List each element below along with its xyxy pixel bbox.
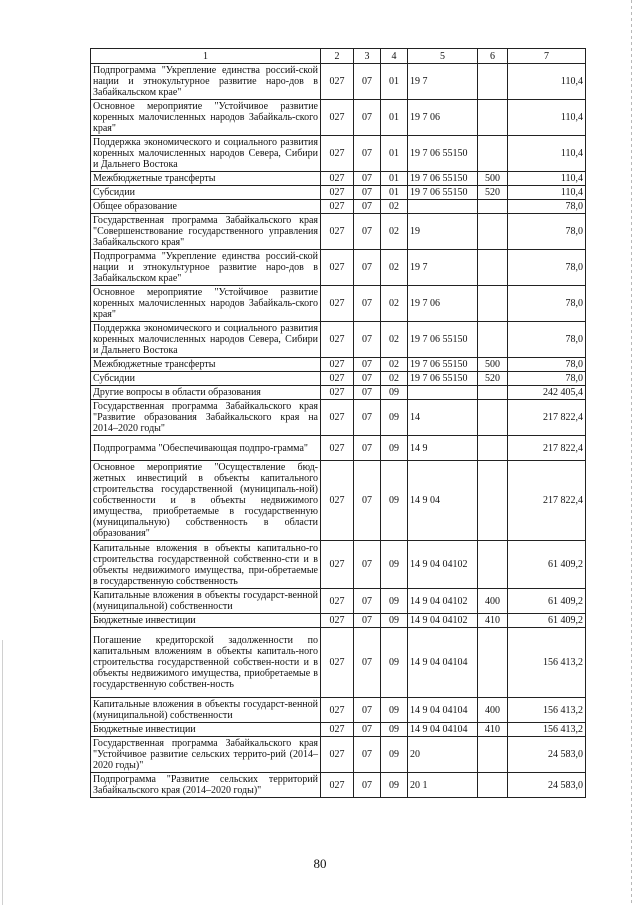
row-name-cell: Основное мероприятие "Устойчивое развитие коренных малочисленных народов Забайкаль-ского края" — [91, 100, 321, 136]
row-target-article-cell: 14 9 04 04104 — [408, 698, 478, 723]
row-target-article-cell: 14 9 — [408, 436, 478, 461]
row-name-cell: Капитальные вложения в объекты государст-венной (муниципальной) собственности — [91, 589, 321, 614]
row-expense-type-cell: 500 — [478, 358, 508, 372]
row-target-article-cell: 19 7 — [408, 64, 478, 100]
row-name-cell: Подпрограмма "Обеспечивающая подпро-грамма" — [91, 436, 321, 461]
row-subsection-cell: 01 — [381, 64, 408, 100]
row-section-cell: 07 — [354, 136, 381, 172]
row-subsection-cell: 09 — [381, 628, 408, 698]
row-grbs-cell: 027 — [321, 186, 354, 200]
row-name-cell: Погашение кредиторской задолженности по капитальным вложениям в объекты капиталь-ного строительства государственной собствен-ности и в объекты недвижимого имущества, приобретаемые в государственную собствен-ность — [91, 628, 321, 698]
table-row — [91, 436, 586, 461]
row-target-article-cell: 19 — [408, 214, 478, 250]
row-subsection-cell: 02 — [381, 322, 408, 358]
row-amount-cell: 78,0 — [508, 250, 586, 286]
row-subsection-cell: 02 — [381, 250, 408, 286]
row-name-cell: Субсидии — [91, 372, 321, 386]
table-header-row — [91, 49, 586, 64]
table-body — [91, 64, 586, 798]
row-subsection-cell: 09 — [381, 698, 408, 723]
row-section-cell: 07 — [354, 186, 381, 200]
table-row — [91, 358, 586, 372]
row-name-cell: Основное мероприятие "Осуществление бюд-жетных инвестиций в объекты капитального строительства государственной (муниципаль-ной) собственности и в объекты недвижимого имущества, приобретаемые в государственную (муниципальную) собственность в области образования" — [91, 461, 321, 541]
row-target-article-cell — [408, 200, 478, 214]
row-section-cell: 07 — [354, 400, 381, 436]
table-row — [91, 386, 586, 400]
row-grbs-cell: 027 — [321, 737, 354, 773]
row-expense-type-cell — [478, 461, 508, 541]
table-row — [91, 100, 586, 136]
row-expense-type-cell — [478, 386, 508, 400]
row-expense-type-cell: 410 — [478, 614, 508, 628]
row-name-cell: Капитальные вложения в объекты капитально-го строительства государственной собственно-сти и в объекты недвижимого имущества, при-обретаемые в государственную собственность — [91, 541, 321, 589]
row-grbs-cell: 027 — [321, 541, 354, 589]
row-amount-cell: 78,0 — [508, 200, 586, 214]
row-name-cell: Межбюджетные трансферты — [91, 172, 321, 186]
row-subsection-cell: 09 — [381, 723, 408, 737]
row-expense-type-cell — [478, 541, 508, 589]
row-amount-cell: 156 413,2 — [508, 723, 586, 737]
table-row — [91, 737, 586, 773]
row-name-cell: Подпрограмма "Укрепление единства россий-ской нации и этнокультурное развитие наро-дов в Забайкальском крае" — [91, 250, 321, 286]
row-target-article-cell: 19 7 06 55150 — [408, 186, 478, 200]
row-subsection-cell: 09 — [381, 386, 408, 400]
table-row — [91, 186, 586, 200]
row-target-article-cell: 19 7 06 — [408, 100, 478, 136]
row-grbs-cell: 027 — [321, 372, 354, 386]
row-grbs-cell: 027 — [321, 322, 354, 358]
row-grbs-cell: 027 — [321, 214, 354, 250]
row-grbs-cell: 027 — [321, 250, 354, 286]
row-amount-cell: 61 409,2 — [508, 614, 586, 628]
row-amount-cell: 156 413,2 — [508, 698, 586, 723]
row-target-article-cell: 14 9 04 04102 — [408, 614, 478, 628]
header-cell-name: 1 — [91, 49, 321, 64]
row-name-cell: Капитальные вложения в объекты государст-венной (муниципальной) собственности — [91, 698, 321, 723]
row-section-cell: 07 — [354, 773, 381, 798]
row-target-article-cell: 19 7 — [408, 250, 478, 286]
row-target-article-cell: 19 7 06 55150 — [408, 358, 478, 372]
row-name-cell: Бюджетные инвестиции — [91, 614, 321, 628]
row-section-cell: 07 — [354, 723, 381, 737]
row-target-article-cell: 14 9 04 — [408, 461, 478, 541]
row-expense-type-cell — [478, 250, 508, 286]
table-row — [91, 773, 586, 798]
page-number: 80 — [313, 856, 327, 871]
row-name-cell: Другие вопросы в области образования — [91, 386, 321, 400]
row-expense-type-cell — [478, 200, 508, 214]
table-row — [91, 698, 586, 723]
row-expense-type-cell: 400 — [478, 698, 508, 723]
table-row — [91, 589, 586, 614]
row-subsection-cell: 02 — [381, 372, 408, 386]
row-amount-cell: 24 583,0 — [508, 773, 586, 798]
row-amount-cell: 110,4 — [508, 136, 586, 172]
row-section-cell: 07 — [354, 698, 381, 723]
row-name-cell: Государственная программа Забайкальского края "Совершенствование государственного управления Забайкальского края" — [91, 214, 321, 250]
row-section-cell: 07 — [354, 372, 381, 386]
row-name-cell: Государственная программа Забайкальского края "Устойчивое развитие сельских террито-рий (2014–2020 годы)" — [91, 737, 321, 773]
row-expense-type-cell: 520 — [478, 372, 508, 386]
row-section-cell: 07 — [354, 737, 381, 773]
row-section-cell: 07 — [354, 628, 381, 698]
row-expense-type-cell — [478, 436, 508, 461]
row-target-article-cell: 14 9 04 04104 — [408, 628, 478, 698]
row-expense-type-cell — [478, 773, 508, 798]
row-section-cell: 07 — [354, 436, 381, 461]
row-target-article-cell: 20 — [408, 737, 478, 773]
row-name-cell: Государственная программа Забайкальского края "Развитие образования Забайкальского края на 2014–2020 годы" — [91, 400, 321, 436]
row-grbs-cell: 027 — [321, 64, 354, 100]
table-row — [91, 250, 586, 286]
row-section-cell: 07 — [354, 614, 381, 628]
row-expense-type-cell — [478, 322, 508, 358]
row-name-cell: Субсидии — [91, 186, 321, 200]
row-subsection-cell: 02 — [381, 358, 408, 372]
row-expense-type-cell: 410 — [478, 723, 508, 737]
row-target-article-cell: 19 7 06 55150 — [408, 172, 478, 186]
row-amount-cell: 110,4 — [508, 172, 586, 186]
row-grbs-cell: 027 — [321, 172, 354, 186]
row-grbs-cell: 027 — [321, 698, 354, 723]
row-expense-type-cell — [478, 400, 508, 436]
row-expense-type-cell — [478, 628, 508, 698]
row-target-article-cell: 14 9 04 04104 — [408, 723, 478, 737]
row-target-article-cell: 19 7 06 55150 — [408, 136, 478, 172]
row-section-cell: 07 — [354, 200, 381, 214]
row-subsection-cell: 02 — [381, 200, 408, 214]
row-amount-cell: 61 409,2 — [508, 541, 586, 589]
table-row — [91, 461, 586, 541]
row-subsection-cell: 09 — [381, 737, 408, 773]
row-expense-type-cell — [478, 100, 508, 136]
row-grbs-cell: 027 — [321, 589, 354, 614]
row-subsection-cell: 09 — [381, 461, 408, 541]
row-section-cell: 07 — [354, 172, 381, 186]
row-target-article-cell: 20 1 — [408, 773, 478, 798]
row-section-cell: 07 — [354, 358, 381, 372]
table-row — [91, 400, 586, 436]
row-amount-cell: 78,0 — [508, 214, 586, 250]
row-target-article-cell: 19 7 06 55150 — [408, 372, 478, 386]
row-grbs-cell: 027 — [321, 723, 354, 737]
row-grbs-cell: 027 — [321, 461, 354, 541]
row-amount-cell: 61 409,2 — [508, 589, 586, 614]
row-grbs-cell: 027 — [321, 136, 354, 172]
header-cell-grbs: 2 — [321, 49, 354, 64]
row-section-cell: 07 — [354, 286, 381, 322]
header-cell-subsection: 4 — [381, 49, 408, 64]
row-subsection-cell: 09 — [381, 589, 408, 614]
row-amount-cell: 78,0 — [508, 286, 586, 322]
row-name-cell: Общее образование — [91, 200, 321, 214]
row-target-article-cell: 19 7 06 — [408, 286, 478, 322]
row-grbs-cell: 027 — [321, 200, 354, 214]
row-section-cell: 07 — [354, 250, 381, 286]
row-amount-cell: 78,0 — [508, 372, 586, 386]
row-subsection-cell: 09 — [381, 400, 408, 436]
row-expense-type-cell — [478, 214, 508, 250]
table-row — [91, 322, 586, 358]
row-amount-cell: 78,0 — [508, 322, 586, 358]
row-grbs-cell: 027 — [321, 773, 354, 798]
table-row — [91, 200, 586, 214]
row-subsection-cell: 09 — [381, 541, 408, 589]
row-name-cell: Подпрограмма "Развитие сельских территорий Забайкальского края (2014–2020 годы)" — [91, 773, 321, 798]
row-name-cell: Поддержка экономического и социального развития коренных малочисленных народов Севера, Сибири и Дальнего Востока — [91, 136, 321, 172]
row-subsection-cell: 01 — [381, 136, 408, 172]
row-subsection-cell: 01 — [381, 172, 408, 186]
row-amount-cell: 217 822,4 — [508, 461, 586, 541]
row-section-cell: 07 — [354, 541, 381, 589]
table-row — [91, 172, 586, 186]
row-grbs-cell: 027 — [321, 358, 354, 372]
row-target-article-cell: 14 — [408, 400, 478, 436]
row-subsection-cell: 09 — [381, 773, 408, 798]
row-subsection-cell: 01 — [381, 186, 408, 200]
row-grbs-cell: 027 — [321, 628, 354, 698]
row-expense-type-cell — [478, 286, 508, 322]
row-name-cell: Подпрограмма "Укрепление единства россий-ской нации и этнокультурное развитие наро-дов в Забайкальском крае" — [91, 64, 321, 100]
row-expense-type-cell — [478, 64, 508, 100]
row-section-cell: 07 — [354, 322, 381, 358]
row-section-cell: 07 — [354, 461, 381, 541]
row-name-cell: Межбюджетные трансферты — [91, 358, 321, 372]
row-amount-cell: 217 822,4 — [508, 400, 586, 436]
row-subsection-cell: 01 — [381, 100, 408, 136]
table-row — [91, 136, 586, 172]
row-grbs-cell: 027 — [321, 100, 354, 136]
row-section-cell: 07 — [354, 589, 381, 614]
scan-edge-right — [631, 0, 632, 905]
row-expense-type-cell — [478, 136, 508, 172]
row-name-cell: Поддержка экономического и социального развития коренных малочисленных народов Севера, Сибири и Дальнего Востока — [91, 322, 321, 358]
row-target-article-cell: 14 9 04 04102 — [408, 589, 478, 614]
row-amount-cell: 110,4 — [508, 186, 586, 200]
row-subsection-cell: 02 — [381, 214, 408, 250]
table-row — [91, 286, 586, 322]
table-row — [91, 214, 586, 250]
header-cell-amount: 7 — [508, 49, 586, 64]
row-subsection-cell: 09 — [381, 614, 408, 628]
row-grbs-cell: 027 — [321, 286, 354, 322]
header-cell-expense-type: 6 — [478, 49, 508, 64]
table-row — [91, 614, 586, 628]
row-target-article-cell: 14 9 04 04102 — [408, 541, 478, 589]
budget-table — [90, 48, 586, 798]
table-row — [91, 541, 586, 589]
row-amount-cell: 242 405,4 — [508, 386, 586, 400]
header-cell-section: 3 — [354, 49, 381, 64]
row-grbs-cell: 027 — [321, 400, 354, 436]
table-row — [91, 372, 586, 386]
row-name-cell: Основное мероприятие "Устойчивое развитие коренных малочисленных народов Забайкаль-ского края" — [91, 286, 321, 322]
row-amount-cell: 110,4 — [508, 100, 586, 136]
table-row — [91, 64, 586, 100]
row-expense-type-cell — [478, 737, 508, 773]
row-section-cell: 07 — [354, 214, 381, 250]
row-section-cell: 07 — [354, 386, 381, 400]
row-name-cell: Бюджетные инвестиции — [91, 723, 321, 737]
table-row — [91, 628, 586, 698]
row-amount-cell: 156 413,2 — [508, 628, 586, 698]
row-subsection-cell: 02 — [381, 286, 408, 322]
row-target-article-cell: 19 7 06 55150 — [408, 322, 478, 358]
row-expense-type-cell: 500 — [478, 172, 508, 186]
row-section-cell: 07 — [354, 64, 381, 100]
row-grbs-cell: 027 — [321, 436, 354, 461]
row-grbs-cell: 027 — [321, 386, 354, 400]
row-grbs-cell: 027 — [321, 614, 354, 628]
row-subsection-cell: 09 — [381, 436, 408, 461]
row-amount-cell: 217 822,4 — [508, 436, 586, 461]
row-section-cell: 07 — [354, 100, 381, 136]
row-target-article-cell — [408, 386, 478, 400]
row-expense-type-cell: 400 — [478, 589, 508, 614]
row-amount-cell: 110,4 — [508, 64, 586, 100]
header-cell-target-article: 5 — [408, 49, 478, 64]
row-amount-cell: 78,0 — [508, 358, 586, 372]
row-expense-type-cell: 520 — [478, 186, 508, 200]
row-amount-cell: 24 583,0 — [508, 737, 586, 773]
table-row — [91, 723, 586, 737]
